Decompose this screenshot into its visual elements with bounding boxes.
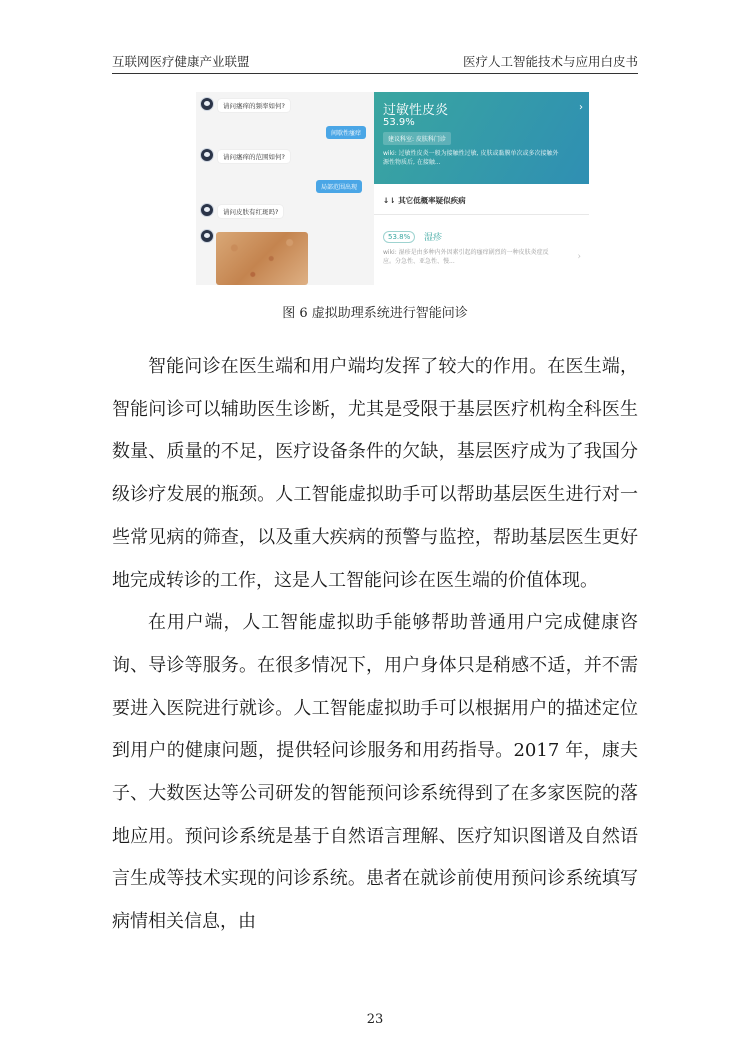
bot-avatar-icon [200,203,214,217]
skin-photo [216,232,308,285]
chat-question-1: 请问瘙痒的频率如何? [218,99,290,112]
chat-answer-1: 间歇性瘙痒 [326,126,366,139]
chat-answer-2: 局部范围出现 [316,180,362,193]
chat-question-2: 请问瘙痒的范围如何? [218,150,290,163]
header-right-title: 医疗人工智能技术与应用白皮书 [462,54,638,69]
diagnosis-title: 过敏性皮炎 [383,103,449,118]
other-disease-name[interactable]: 湿疹 [424,233,443,243]
paragraph-doctor-side: 智能问诊在医生端和用户端均发挥了较大的作用。在医生端，智能问诊可以辅助医生诊断，尤其是受限于基层医疗机构全科医生数量、质量的不足，医疗设备条件的欠缺，基层医疗成为了我国分级诊疗发展的瓶颈。人工智能虚拟助手可以帮助基层医生进行对一些常见病的筛查，以及重大疾病的预警与监控，帮助基层医生更好地完成转诊的工作，这是人工智能问诊在医生端的价值体现。 [112,356,638,591]
page-header [112,52,638,72]
page-number: 23 [366,1012,384,1027]
chevron-right-icon: › [579,102,583,113]
chevron-right-icon[interactable]: › [577,252,581,262]
other-diseases-heading [383,195,466,206]
top-diagnosis[interactable] [374,92,589,184]
chat-question-3: 请问皮肤有红斑吗? [218,205,283,218]
department-badge: 建议科室: 皮肤科门诊 [383,132,451,145]
header-rule [112,73,638,74]
sort-icon: ↓⇂ [383,196,399,205]
other-diseases-title: 其它低概率疑似疾病 [398,196,466,205]
diagnosis-percent: 53.9% [383,117,415,128]
figure-screenshot [196,92,589,285]
bot-avatar-icon [200,148,214,162]
chat-panel [196,92,374,285]
bot-avatar-icon [200,97,214,111]
bot-avatar-icon [200,229,214,243]
body-text [112,346,638,944]
other-disease-wiki: wiki: 湿疹是由多种内外因素引起的瘙痒剧烈的一种皮肤炎症反应。分急性、亚急性、慢... [383,249,549,265]
diagnosis-wiki: wiki: 过敏性皮炎一般为接触性过敏, 皮肤或黏膜单次或多次接触外源性物质后, 在接触... [383,150,559,166]
other-disease-percent: 53.8% [383,231,415,243]
figure-caption: 图 6 虚拟助理系统进行智能问诊 [282,306,468,321]
diagnosis-card [374,92,589,285]
paragraph-user-side: 在用户端，人工智能虚拟助手能够帮助普通用户完成健康咨询、导诊等服务。在很多情况下，用户身体只是稍感不适，并不需要进入医院进行就诊。人工智能虚拟助手可以根据用户的描述定位到用户的健康问题，提供轻问诊服务和用药指导。2017 年，康夫子、大数医达等公司研发的智能预问诊系统得到了在多家医院的落地应用。预问诊系统是基于自然语言理解、医疗知识图谱及自然语言生成等技术实现的问诊系统。患者在就诊前使用预问诊系统填写病情相关信息，由 [112,612,638,933]
header-left-org: 互联网医疗健康产业联盟 [112,54,250,69]
divider [374,214,589,215]
